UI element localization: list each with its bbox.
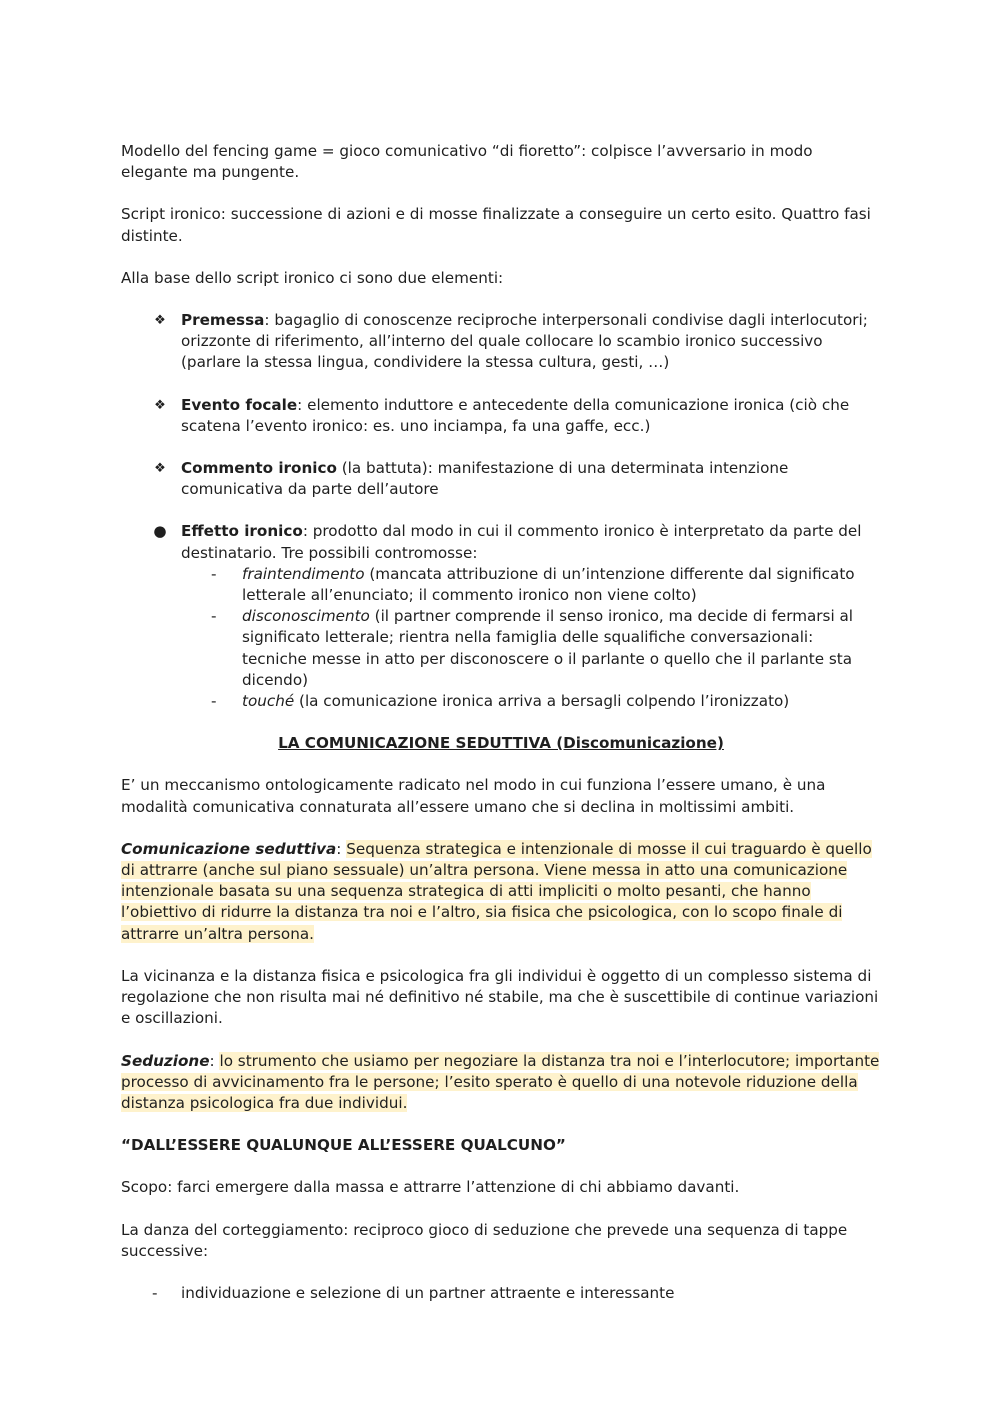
text-premessa: : bagaglio di conoscenze reciproche interpersonali condivise dagli interlocutori; orizzonte di riferimento, all’interno del quale collocare lo scambio ironico successivo (parlare la stessa lingua, condividere la stessa cultura, gesti, …) [181, 311, 868, 372]
tappe-list [152, 1283, 881, 1304]
term-fraintendimento: fraintendimento [242, 564, 365, 583]
dash-bullet-icon: - [211, 564, 217, 583]
term-effetto-ironico: Effetto ironico [181, 522, 303, 541]
dash-bullet-icon: - [211, 692, 217, 711]
highlighted-definition: Sequenza strategica e intenzionale di mosse il cui traguardo è quello di attrarre (anche sul piano sessuale) un’altra persona. Viene messa in atto una comunicazione intenzionale basata su una sequenza strategica di atti impliciti o molto pesanti, che hanno l’obiettivo di ridurre la distanza tra noi e l’altro, sia fisica che psicologica, con lo scopo finale di attrarre un’altra persona. [121, 839, 872, 943]
list-item-individuazione [152, 1283, 881, 1304]
list-item-premessa [154, 310, 881, 374]
text-fraintendimento: (mancata attribuzione di un’intenzione differente dal significato letterale all’enunciato; il commento ironico non viene colto) [242, 564, 855, 605]
separator: : [209, 1051, 220, 1070]
dot-bullet-icon: ● [153, 522, 167, 541]
paragraph-vicinanza: La vicinanza e la distanza fisica e psicologica fra gli individui è oggetto di un complesso sistema di regolazione che non risulta mai né definitivo né stabile, ma che è suscettibile di continue variazioni e oscillazioni. [121, 966, 879, 1028]
list-item-effetto-ironico [153, 521, 881, 712]
highlighted-definition: lo strumento che usiamo per negoziare la distanza tra noi e l’interlocutore; importante processo di avvicinamento fra le persone; l’esito sperato è quello di una notevole riduzione della distanza psicologica fra due individui. [121, 1051, 880, 1112]
term-premessa: Premessa [181, 311, 265, 330]
elements-list [153, 310, 881, 712]
separator: : [336, 839, 347, 858]
paragraph-script-ironico: Script ironico: successione di azioni e di mosse finalizzate a conseguire un certo esito. Quattro fasi distinte. [121, 205, 871, 245]
heading-essere-qualcuno: “DALL’ESSERE QUALUNQUE ALL’ESSERE QUALCUNO” [121, 1136, 566, 1155]
term-touche: touché [242, 692, 295, 711]
paragraph-danza: La danza del corteggiamento: reciproco gioco di seduzione che prevede una sequenza di tappe successive: [121, 1220, 848, 1260]
term-evento-focale: Evento focale [181, 395, 298, 414]
paragraph-scopo: Scopo: farci emergere dalla massa e attrarre l’attenzione di chi abbiamo davanti. [121, 1178, 740, 1197]
term-disconoscimento: disconoscimento [242, 607, 370, 626]
paragraph-elementi-intro: Alla base dello script ironico ci sono due elementi: [121, 268, 504, 287]
section-title: LA COMUNICAZIONE SEDUTTIVA (Discomunicazione) [278, 734, 724, 753]
text-effetto-ironico: : prodotto dal modo in cui il commento ironico è interpretato da parte del destinatario. Tre possibili contromosse: [181, 522, 862, 562]
text-individuazione: individuazione e selezione di un partner attraente e interessante [181, 1283, 675, 1302]
text-disconoscimento: (il partner comprende il senso ironico, ma decide di fermarsi al significato letterale; rientra nella famiglia delle squalifiche conversazionali: tecniche messe in atto per disconoscere o il parlante o quello che il parlante sta dicendo) [242, 607, 854, 689]
diamond-bullet-icon: ❖ [154, 461, 166, 477]
dash-bullet-icon: - [211, 607, 217, 626]
diamond-bullet-icon: ❖ [154, 313, 166, 329]
text-evento-focale: : elemento induttore e antecedente della comunicazione ironica (ciò che scatena l’evento ironico: es. uno inciampa, fa una gaffe, ecc.) [181, 395, 850, 435]
sublist-item-disconoscimento [211, 606, 881, 691]
sublist-item-fraintendimento [211, 564, 881, 606]
paragraph-fencing-game: Modello del fencing game = gioco comunicativo “di fioretto”: colpisce l’avversario in modo elegante ma pungente. [121, 142, 813, 182]
sublist-item-touche [211, 691, 881, 712]
paragraph-meccanismo: E’ un meccanismo ontologicamente radicato nel modo in cui funziona l’essere umano, è una modalità comunicativa connaturata all’essere umano che si declina in moltissimi ambiti. [121, 776, 826, 816]
dash-bullet-icon: - [152, 1283, 158, 1302]
document-page [121, 141, 881, 1304]
term-comunicazione-seduttiva: Comunicazione seduttiva [121, 839, 337, 858]
contromosse-list [211, 564, 881, 712]
text-touche: (la comunicazione ironica arriva a bersagli colpendo l’ironizzato) [294, 692, 790, 711]
term-seduzione: Seduzione [121, 1051, 210, 1070]
list-item-commento-ironico [154, 458, 881, 500]
definition-comunicazione-seduttiva [121, 839, 881, 945]
text-commento-ironico: (la battuta): manifestazione di una determinata intenzione comunicativa da parte dell’autore [181, 459, 789, 499]
list-item-evento-focale [154, 395, 881, 437]
definition-seduzione [121, 1051, 881, 1115]
term-commento-ironico: Commento ironico [181, 459, 337, 478]
diamond-bullet-icon: ❖ [154, 397, 166, 413]
